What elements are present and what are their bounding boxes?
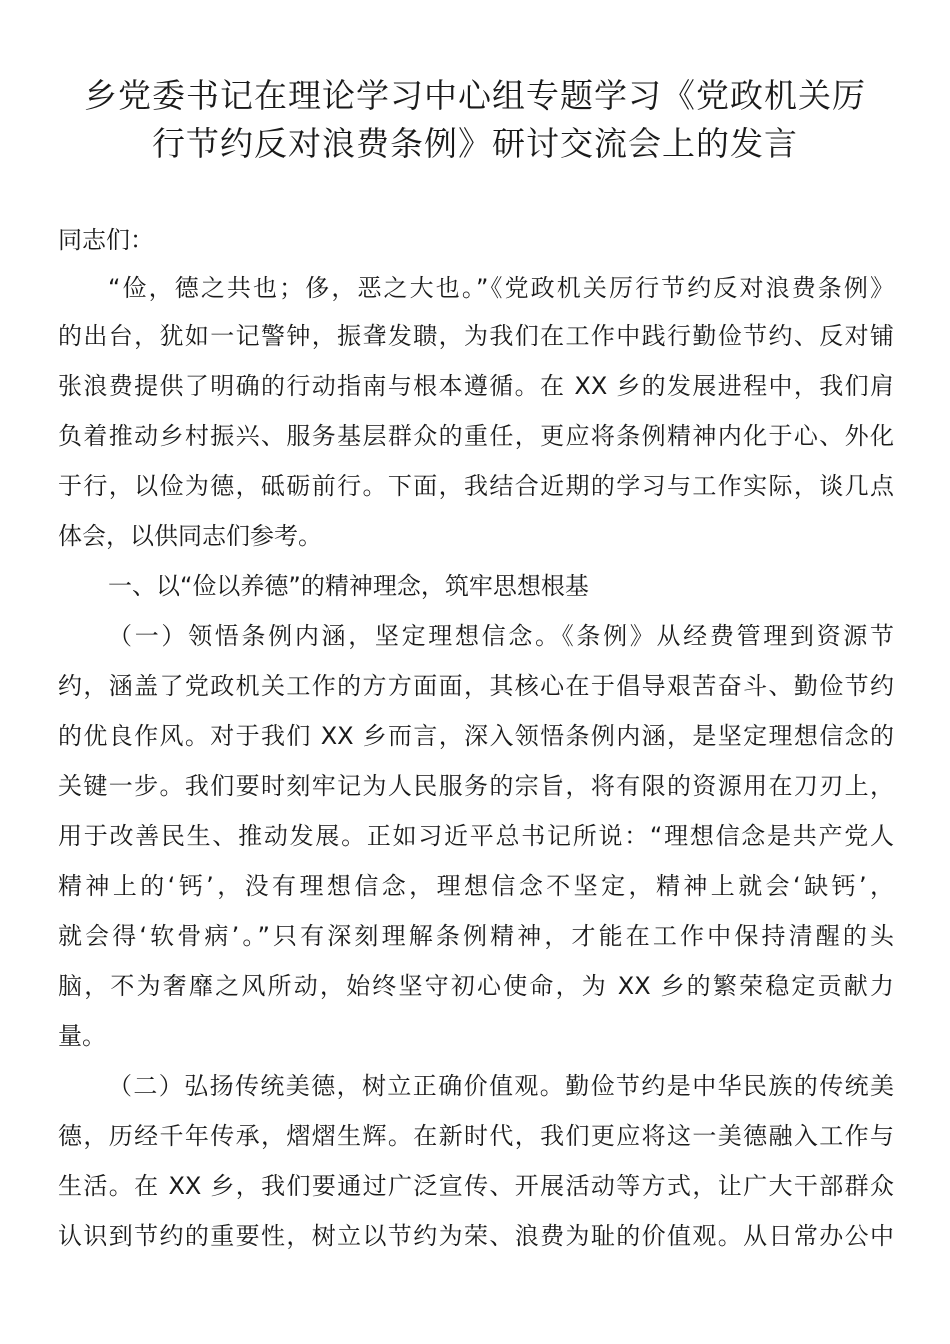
sub-2-line-3: 生活。在 XX 乡，我们要通过广泛宣传、开展活动等方式，让广大干部群众 [58,1172,894,1200]
intro-line-3: 张浪费提供了明确的行动指南与根本遵循。在 XX 乡的发展进程中，我们肩 [58,372,894,400]
intro-line-2: 的出台，犹如一记警钟，振聋发聩，为我们在工作中践行勤俭节约、反对铺 [58,322,894,350]
sub-1-line-9: 量。 [58,1022,106,1050]
sub-2-line-2: 德，历经千年传承，熠熠生辉。在新时代，我们更应将这一美德融入工作与 [58,1122,894,1150]
sub-1-line-2: 约，涵盖了党政机关工作的方方面面，其核心在于倡导艰苦奋斗、勤俭节约 [58,672,894,700]
sub-1-line-3: 的优良作风。对于我们 XX 乡而言，深入领悟条例内涵，是坚定理想信念的 [58,722,894,750]
sub-1-line-4: 关键一步。我们要时刻牢记为人民服务的宗旨，将有限的资源用在刀刃上， [58,772,894,800]
sub-1-line-7: 就会得‘软骨病’。”只有深刻理解条例精神，才能在工作中保持清醒的头 [58,922,894,950]
section-1-heading: 一、以“俭以养德”的精神理念，筑牢思想根基 [108,572,589,600]
sub-2-line-1: （二）弘扬传统美德，树立正确价值观。勤俭节约是中华民族的传统美 [108,1072,894,1100]
intro-line-5: 于行，以俭为德，砥砺前行。下面，我结合近期的学习与工作实际，谈几点 [58,472,894,500]
intro-line-6: 体会，以供同志们参考。 [58,522,322,550]
sub-1-line-5: 用于改善民生、推动发展。正如习近平总书记所说：“理想信念是共产党人 [58,822,894,850]
sub-2-line-4: 认识到节约的重要性，树立以节约为荣、浪费为耻的价值观。从日常办公中 [58,1222,894,1250]
intro-line-4: 负着推动乡村振兴、服务基层群众的重任，更应将条例精神内化于心、外化 [58,422,894,450]
salutation: 同志们： [58,226,154,254]
sub-1-line-8: 脑，不为奢靡之风所动，始终坚守初心使命，为 XX 乡的繁荣稳定贡献力 [58,972,894,1000]
sub-1-line-6: 精神上的‘钙’，没有理想信念，理想信念不坚定，精神上就会‘缺钙’， [58,872,894,900]
intro-line-1: “俭，德之共也；侈，恶之大也。”《党政机关厉行节约反对浪费条例》 [108,274,894,302]
document-title-line-2: 行节约反对浪费条例》研讨交流会上的发言 [152,124,798,163]
document-title-line-1: 乡党委书记在理论学习中心组专题学习《党政机关厉 [84,76,866,115]
sub-1-line-1: （一）领悟条例内涵，坚定理想信念。《条例》从经费管理到资源节 [108,622,894,650]
